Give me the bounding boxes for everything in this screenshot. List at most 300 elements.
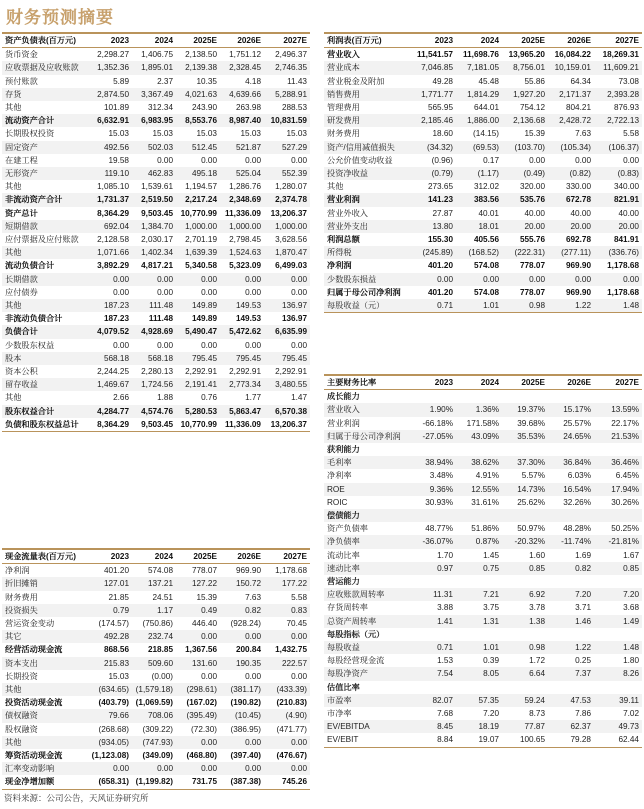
cell-value: 149.53 bbox=[220, 299, 264, 312]
cell-value: 969.90 bbox=[565, 261, 591, 271]
column-header: 2023 bbox=[410, 33, 456, 48]
cell-value: (190.82) bbox=[230, 698, 261, 708]
cell-value: 37.30% bbox=[502, 456, 548, 469]
cell-value bbox=[456, 443, 502, 456]
cell-value: 59.24 bbox=[502, 694, 548, 707]
table-row bbox=[324, 61, 642, 74]
cell-value: 320.00 bbox=[519, 182, 545, 192]
cell-value: 0.00 bbox=[220, 736, 264, 749]
cell-value: 568.18 bbox=[132, 352, 176, 365]
cell-value: 243.90 bbox=[191, 103, 217, 113]
cell-value: 111.48 bbox=[132, 299, 176, 312]
cell-value: 2,030.17 bbox=[141, 235, 173, 245]
column-header: 2025E bbox=[176, 549, 220, 564]
table-row bbox=[2, 775, 310, 789]
cell-value bbox=[594, 443, 642, 456]
cell-value: 2,773.34 bbox=[220, 378, 264, 391]
cell-value: 24.51 bbox=[152, 592, 173, 602]
cell-value: 340.00 bbox=[613, 182, 639, 192]
cell-value: 6,570.38 bbox=[264, 405, 310, 418]
cell-value: 2,128.58 bbox=[97, 235, 129, 245]
cell-value: 1.41 bbox=[410, 615, 456, 628]
cell-value: 16.54% bbox=[548, 483, 594, 496]
table-row bbox=[2, 365, 310, 378]
cell-value: 509.60 bbox=[132, 657, 176, 670]
cell-value: 0.75 bbox=[456, 562, 502, 575]
table-row bbox=[324, 299, 642, 313]
row-label: 其他 bbox=[2, 683, 88, 696]
cell-value: 50.97% bbox=[517, 524, 545, 534]
table-row bbox=[2, 246, 310, 259]
cell-value: 62.44 bbox=[594, 733, 642, 747]
row-label: 营运资金变动 bbox=[5, 619, 55, 629]
cell-value bbox=[410, 681, 456, 694]
cell-value: 9,503.45 bbox=[141, 208, 173, 218]
cell-value: 30.26% bbox=[611, 497, 639, 507]
cell-value: 1.38 bbox=[502, 615, 548, 628]
cell-value bbox=[456, 390, 502, 404]
cell-value: 2,496.37 bbox=[275, 50, 307, 60]
cell-value bbox=[548, 628, 594, 641]
cell-value: 2,374.78 bbox=[264, 193, 310, 206]
cell-value: 7.86 bbox=[575, 709, 591, 719]
cell-value: 330.00 bbox=[565, 182, 591, 192]
cell-value: 1,751.12 bbox=[229, 50, 261, 60]
cell-value: 187.23 bbox=[88, 299, 132, 312]
cell-value: 0.00 bbox=[245, 287, 261, 297]
table-row bbox=[324, 193, 642, 206]
table-row bbox=[324, 207, 642, 220]
cell-value: 218.85 bbox=[147, 645, 173, 655]
table-header-row bbox=[2, 549, 310, 564]
cell-value: 535.76 bbox=[502, 193, 548, 206]
cell-value: (349.09) bbox=[142, 751, 173, 761]
cell-value: 31.61% bbox=[471, 497, 499, 507]
cell-value: 0.83 bbox=[264, 604, 310, 617]
cell-value: 0.00 bbox=[157, 155, 173, 165]
row-label: 资产负债率 bbox=[327, 524, 368, 534]
cell-value: 11.31 bbox=[410, 588, 456, 601]
cell-value bbox=[594, 681, 642, 694]
cell-value: 55.86 bbox=[524, 76, 545, 86]
cell-value: 79.28 bbox=[548, 733, 594, 747]
cell-value: 36.84% bbox=[548, 456, 594, 469]
cell-value: (69.53) bbox=[456, 141, 502, 154]
row-label: 净利润 bbox=[5, 566, 30, 576]
row-label: 净利率 bbox=[327, 471, 352, 481]
cell-value: 568.18 bbox=[88, 352, 132, 365]
table-row bbox=[2, 114, 310, 127]
row-label: 资本公积 bbox=[5, 367, 38, 377]
cell-value: (105.34) bbox=[548, 141, 594, 154]
cell-value: 5,288.91 bbox=[264, 88, 310, 101]
cell-value: 22.17% bbox=[611, 418, 639, 428]
cell-value: 3.71 bbox=[575, 603, 591, 613]
cell-value: 155.30 bbox=[427, 235, 453, 245]
table-row bbox=[324, 114, 642, 127]
cell-value: 1.77 bbox=[245, 393, 261, 403]
cell-value: 401.20 bbox=[427, 287, 453, 297]
row-label: 留存收益 bbox=[2, 378, 88, 391]
cell-value: 137.21 bbox=[132, 577, 176, 590]
cell-value: 38.94% bbox=[410, 456, 456, 469]
row-label: 营业外支出 bbox=[324, 220, 410, 233]
cell-value: (468.80) bbox=[186, 751, 217, 761]
table-row bbox=[324, 522, 642, 535]
cell-value bbox=[502, 575, 548, 588]
cell-value: 1,286.76 bbox=[229, 182, 261, 192]
cell-value: 3.78 bbox=[529, 603, 545, 613]
cell-value bbox=[456, 575, 502, 588]
cell-value: 10,770.99 bbox=[180, 208, 217, 218]
table-row bbox=[324, 588, 642, 601]
cell-value: 4,639.66 bbox=[220, 88, 264, 101]
cell-value: 10,831.59 bbox=[264, 114, 310, 127]
row-label: 其他 bbox=[2, 299, 88, 312]
cell-value: 127.22 bbox=[176, 577, 220, 590]
cell-value: 1,524.63 bbox=[220, 246, 264, 259]
cell-value: 0.00 bbox=[291, 287, 307, 297]
cell-value bbox=[548, 509, 594, 522]
row-label: 其他 bbox=[5, 182, 22, 192]
cell-value: 1.01 bbox=[456, 299, 502, 313]
cell-value: 2,298.27 bbox=[97, 50, 129, 60]
cell-value: 10.35 bbox=[196, 76, 217, 86]
table-row bbox=[324, 483, 642, 496]
table-row bbox=[2, 709, 310, 722]
table-row bbox=[2, 617, 310, 630]
cell-value: 0.00 bbox=[245, 340, 261, 350]
table-row bbox=[2, 299, 310, 312]
table-row bbox=[2, 180, 310, 193]
table-row bbox=[324, 273, 642, 286]
table-row bbox=[324, 233, 642, 246]
row-label: 其他 bbox=[2, 246, 88, 259]
table-row bbox=[324, 707, 642, 720]
table-row bbox=[2, 405, 310, 418]
cell-value: -66.18% bbox=[422, 418, 453, 428]
row-label: 其他 bbox=[327, 182, 344, 192]
row-label: 每股指标（元） bbox=[327, 629, 385, 639]
cell-value: 0.00 bbox=[220, 630, 264, 643]
cell-value: 5.57% bbox=[521, 471, 545, 481]
cell-value: 312.34 bbox=[147, 103, 173, 113]
cell-value: 8,987.40 bbox=[220, 114, 264, 127]
cell-value: 2,185.46 bbox=[410, 114, 456, 127]
table-header-row bbox=[2, 33, 310, 48]
cell-value: 1,814.29 bbox=[456, 88, 502, 101]
cell-value bbox=[548, 443, 594, 456]
cell-value: 48.28% bbox=[563, 524, 591, 534]
cell-value: 19.37% bbox=[502, 403, 548, 416]
cell-value: (747.93) bbox=[132, 736, 176, 749]
cell-value: 0.00 bbox=[291, 340, 307, 350]
cell-value: (433.39) bbox=[264, 683, 310, 696]
row-label: 管理费用 bbox=[327, 103, 360, 113]
cell-value bbox=[456, 628, 502, 641]
cell-value: (245.89) bbox=[410, 246, 456, 259]
cell-value: 9,503.45 bbox=[132, 418, 176, 432]
cell-value: 1,178.68 bbox=[275, 566, 307, 576]
cell-value: 141.23 bbox=[410, 193, 456, 206]
row-label: 折旧摊销 bbox=[2, 577, 88, 590]
row-label: 应收账款周转率 bbox=[324, 588, 410, 601]
cell-value: 2.66 bbox=[113, 393, 129, 403]
cell-value: 39.11 bbox=[594, 694, 642, 707]
cell-value: 73.08 bbox=[618, 76, 639, 86]
cell-value: 0.87% bbox=[456, 535, 502, 548]
cell-value: 27.87 bbox=[432, 208, 453, 218]
cell-value: -27.05% bbox=[410, 430, 456, 443]
table-row bbox=[2, 207, 310, 220]
cell-value: 0.71 bbox=[410, 641, 456, 654]
cash-flow-table bbox=[2, 548, 310, 790]
cell-value: 565.95 bbox=[427, 103, 453, 113]
cell-value: 263.98 bbox=[235, 103, 261, 113]
cell-value: 0.00 bbox=[245, 155, 261, 165]
row-label: 其它 bbox=[2, 630, 88, 643]
cell-value: 1.45 bbox=[483, 550, 499, 560]
cell-value: 6.03% bbox=[567, 471, 591, 481]
cell-value: 45.48 bbox=[478, 76, 499, 86]
row-label: 每股收益（元） bbox=[324, 299, 410, 313]
cell-value: (634.65) bbox=[88, 683, 132, 696]
table-row bbox=[324, 246, 642, 259]
cell-value: (386.95) bbox=[230, 724, 261, 734]
column-header: 2025E bbox=[502, 33, 548, 48]
cell-value: (381.17) bbox=[220, 683, 264, 696]
cell-value: 190.35 bbox=[220, 657, 264, 670]
cell-value: 6.92 bbox=[502, 588, 548, 601]
cell-value: 1,000.00 bbox=[220, 220, 264, 233]
cell-value: (0.79) bbox=[410, 167, 456, 180]
cell-value: 2,292.91 bbox=[229, 367, 261, 377]
cell-value: 795.45 bbox=[264, 352, 310, 365]
cell-value: 3.48% bbox=[429, 471, 453, 481]
row-label: 投资净收益 bbox=[324, 167, 410, 180]
cell-value: 15.39 bbox=[196, 592, 217, 602]
cell-value: 17.94% bbox=[594, 483, 642, 496]
cell-value: 841.91 bbox=[613, 235, 639, 245]
cell-value: (0.82) bbox=[548, 167, 594, 180]
row-label: 每股净资产 bbox=[324, 667, 410, 680]
cell-value: 0.76 bbox=[201, 393, 217, 403]
row-label: 其他 bbox=[5, 393, 22, 403]
cell-value: 3.68 bbox=[623, 603, 639, 613]
cell-value: (103.70) bbox=[502, 141, 548, 154]
table-row bbox=[2, 101, 310, 114]
title-bar bbox=[0, 0, 644, 28]
cell-value: 1.72 bbox=[529, 656, 545, 666]
cell-value: (658.31) bbox=[88, 775, 132, 789]
source-note: 资料来源：公司公告，天风证券研究所 bbox=[4, 793, 149, 803]
row-label: 获利能力 bbox=[327, 445, 360, 455]
cell-value: 149.53 bbox=[235, 314, 261, 324]
cell-value: 1,639.39 bbox=[176, 246, 220, 259]
table-row bbox=[2, 391, 310, 404]
row-label: 少数股东权益 bbox=[5, 340, 55, 350]
cell-value: 2,171.37 bbox=[548, 88, 594, 101]
cell-value bbox=[594, 390, 642, 404]
table-row bbox=[2, 762, 310, 775]
cell-value: (403.79) bbox=[98, 698, 129, 708]
cell-value: 0.00 bbox=[176, 736, 220, 749]
row-label: 负债合计 bbox=[2, 325, 88, 338]
cell-value: (10.45) bbox=[220, 709, 264, 722]
cell-value: 149.89 bbox=[191, 314, 217, 324]
cell-value: 502.03 bbox=[132, 141, 176, 154]
cell-value: (1,069.59) bbox=[135, 698, 173, 708]
cell-value: 1,178.68 bbox=[607, 261, 639, 271]
cell-value: 12.55% bbox=[456, 483, 502, 496]
cell-value: 1,000.00 bbox=[264, 220, 310, 233]
cell-value: 4,079.52 bbox=[88, 325, 132, 338]
cell-value: 512.45 bbox=[176, 141, 220, 154]
cell-value: (476.67) bbox=[276, 751, 307, 761]
cell-value: 13,206.37 bbox=[270, 208, 307, 218]
cell-value: 8,756.01 bbox=[502, 61, 548, 74]
row-label: 利润总额 bbox=[327, 235, 360, 245]
table-row bbox=[2, 167, 310, 180]
cell-value: 7,181.05 bbox=[456, 61, 502, 74]
cell-value bbox=[594, 575, 642, 588]
table-row bbox=[324, 549, 642, 562]
cell-value: 11,698.76 bbox=[463, 50, 499, 60]
cell-value: 778.07 bbox=[191, 566, 217, 576]
table-row bbox=[2, 378, 310, 391]
section-row bbox=[324, 390, 642, 404]
cell-value: 2,798.45 bbox=[229, 235, 261, 245]
row-label: 负债和股东权益总计 bbox=[2, 418, 88, 432]
row-label: 投资活动现金流 bbox=[5, 698, 63, 708]
cell-value: 79.66 bbox=[88, 709, 132, 722]
cell-value: 969.90 bbox=[235, 566, 261, 576]
section-row bbox=[324, 575, 642, 588]
row-label: 应付票据及应付账款 bbox=[5, 235, 79, 245]
cell-value: 38.62% bbox=[456, 456, 502, 469]
row-label: 长期借款 bbox=[2, 273, 88, 286]
cell-value: 1.90% bbox=[410, 403, 456, 416]
cell-value: 2.37 bbox=[157, 76, 173, 86]
cell-value: 24.65% bbox=[548, 430, 594, 443]
cell-value: 1.60 bbox=[529, 550, 545, 560]
cell-value: 2,701.19 bbox=[185, 235, 217, 245]
cell-value: 111.48 bbox=[148, 314, 173, 324]
cell-value: 3,628.56 bbox=[275, 235, 307, 245]
cell-value: 1,886.00 bbox=[456, 114, 502, 127]
cell-value: 64.34 bbox=[570, 76, 591, 86]
row-label: 预付账款 bbox=[5, 76, 38, 86]
cell-value: 1.80 bbox=[623, 656, 639, 666]
table-row bbox=[324, 430, 642, 443]
table-row bbox=[2, 127, 310, 140]
cell-value: 2,244.25 bbox=[97, 367, 129, 377]
table-header-row bbox=[324, 33, 642, 48]
row-label: 成长能力 bbox=[327, 392, 360, 402]
cell-value: 200.84 bbox=[235, 645, 261, 655]
row-label: 在建工程 bbox=[5, 155, 38, 165]
page-title: 财务预测摘要 bbox=[6, 8, 114, 27]
table-row bbox=[2, 141, 310, 154]
cell-value: (387.38) bbox=[220, 775, 264, 789]
table-row bbox=[324, 75, 642, 88]
cell-value: 20.00 bbox=[502, 220, 548, 233]
row-label: ROIC bbox=[327, 497, 348, 507]
cell-value: 1.49 bbox=[594, 615, 642, 628]
column-header: 2026E bbox=[548, 33, 594, 48]
cell-value: 5,340.58 bbox=[185, 261, 217, 271]
cell-value: 574.08 bbox=[473, 287, 499, 297]
table-title: 主要财务比率 bbox=[324, 375, 410, 390]
cell-value: 40.00 bbox=[524, 208, 545, 218]
table-row bbox=[324, 127, 642, 140]
cell-value: 2,191.41 bbox=[176, 378, 220, 391]
row-label: 非流动资产合计 bbox=[2, 193, 88, 206]
cell-value: 5.58 bbox=[623, 129, 639, 139]
cell-value: 644.01 bbox=[473, 103, 499, 113]
cell-value: 1.22 bbox=[548, 641, 594, 654]
table-row bbox=[2, 154, 310, 167]
cell-value: 18.60 bbox=[432, 129, 453, 139]
row-label: 归属于母公司净利润 bbox=[327, 287, 401, 297]
table-row bbox=[324, 417, 642, 430]
cell-value: 4,817.21 bbox=[141, 261, 173, 271]
cell-value: 136.97 bbox=[281, 314, 307, 324]
cell-value: 3.75 bbox=[483, 603, 499, 613]
cell-value: 5.58 bbox=[291, 592, 307, 602]
cell-value: 21.85 bbox=[108, 592, 129, 602]
cell-value: 7.02 bbox=[623, 709, 639, 719]
cell-value: 5,863.47 bbox=[220, 405, 264, 418]
cell-value: 0.00 bbox=[132, 273, 176, 286]
cell-value: 0.00 bbox=[410, 273, 456, 286]
cell-value bbox=[502, 509, 548, 522]
table-title: 现金流量表(百万元) bbox=[2, 549, 88, 564]
cell-value: 2,393.28 bbox=[594, 88, 642, 101]
cell-value: 0.98 bbox=[502, 641, 548, 654]
cell-value: 11.43 bbox=[287, 76, 307, 86]
cell-value: 0.00 bbox=[88, 762, 132, 775]
row-label: 资产总计 bbox=[5, 208, 38, 218]
cell-value: 4,574.76 bbox=[132, 405, 176, 418]
row-label: 筹资活动现金流 bbox=[5, 751, 63, 761]
cell-value: 0.00 bbox=[157, 287, 173, 297]
row-label: 财务费用 bbox=[5, 592, 38, 602]
cell-value: 795.45 bbox=[220, 352, 264, 365]
cell-value: 7.20 bbox=[483, 709, 499, 719]
cell-value: 574.08 bbox=[147, 566, 173, 576]
cell-value: 876.93 bbox=[613, 103, 639, 113]
cell-value: 0.00 bbox=[594, 273, 642, 286]
table-row bbox=[2, 723, 310, 736]
cell-value: 13.80 bbox=[410, 220, 456, 233]
cell-value: 4.91% bbox=[475, 471, 499, 481]
column-header: 2025E bbox=[502, 375, 548, 390]
cell-value: 401.20 bbox=[103, 566, 129, 576]
table-row bbox=[2, 643, 310, 656]
cell-value: 1.48 bbox=[594, 641, 642, 654]
table-row bbox=[2, 564, 310, 578]
cell-value bbox=[410, 575, 456, 588]
cell-value: 149.89 bbox=[176, 299, 220, 312]
row-label: 股权融资 bbox=[5, 724, 38, 734]
cell-value: (1,579.18) bbox=[132, 683, 176, 696]
cell-value: 10,770.99 bbox=[176, 418, 220, 432]
cell-value: 1,367.56 bbox=[185, 645, 217, 655]
section-row bbox=[324, 681, 642, 694]
cell-value: 0.00 bbox=[176, 273, 220, 286]
cell-value: 0.00 bbox=[176, 762, 220, 775]
